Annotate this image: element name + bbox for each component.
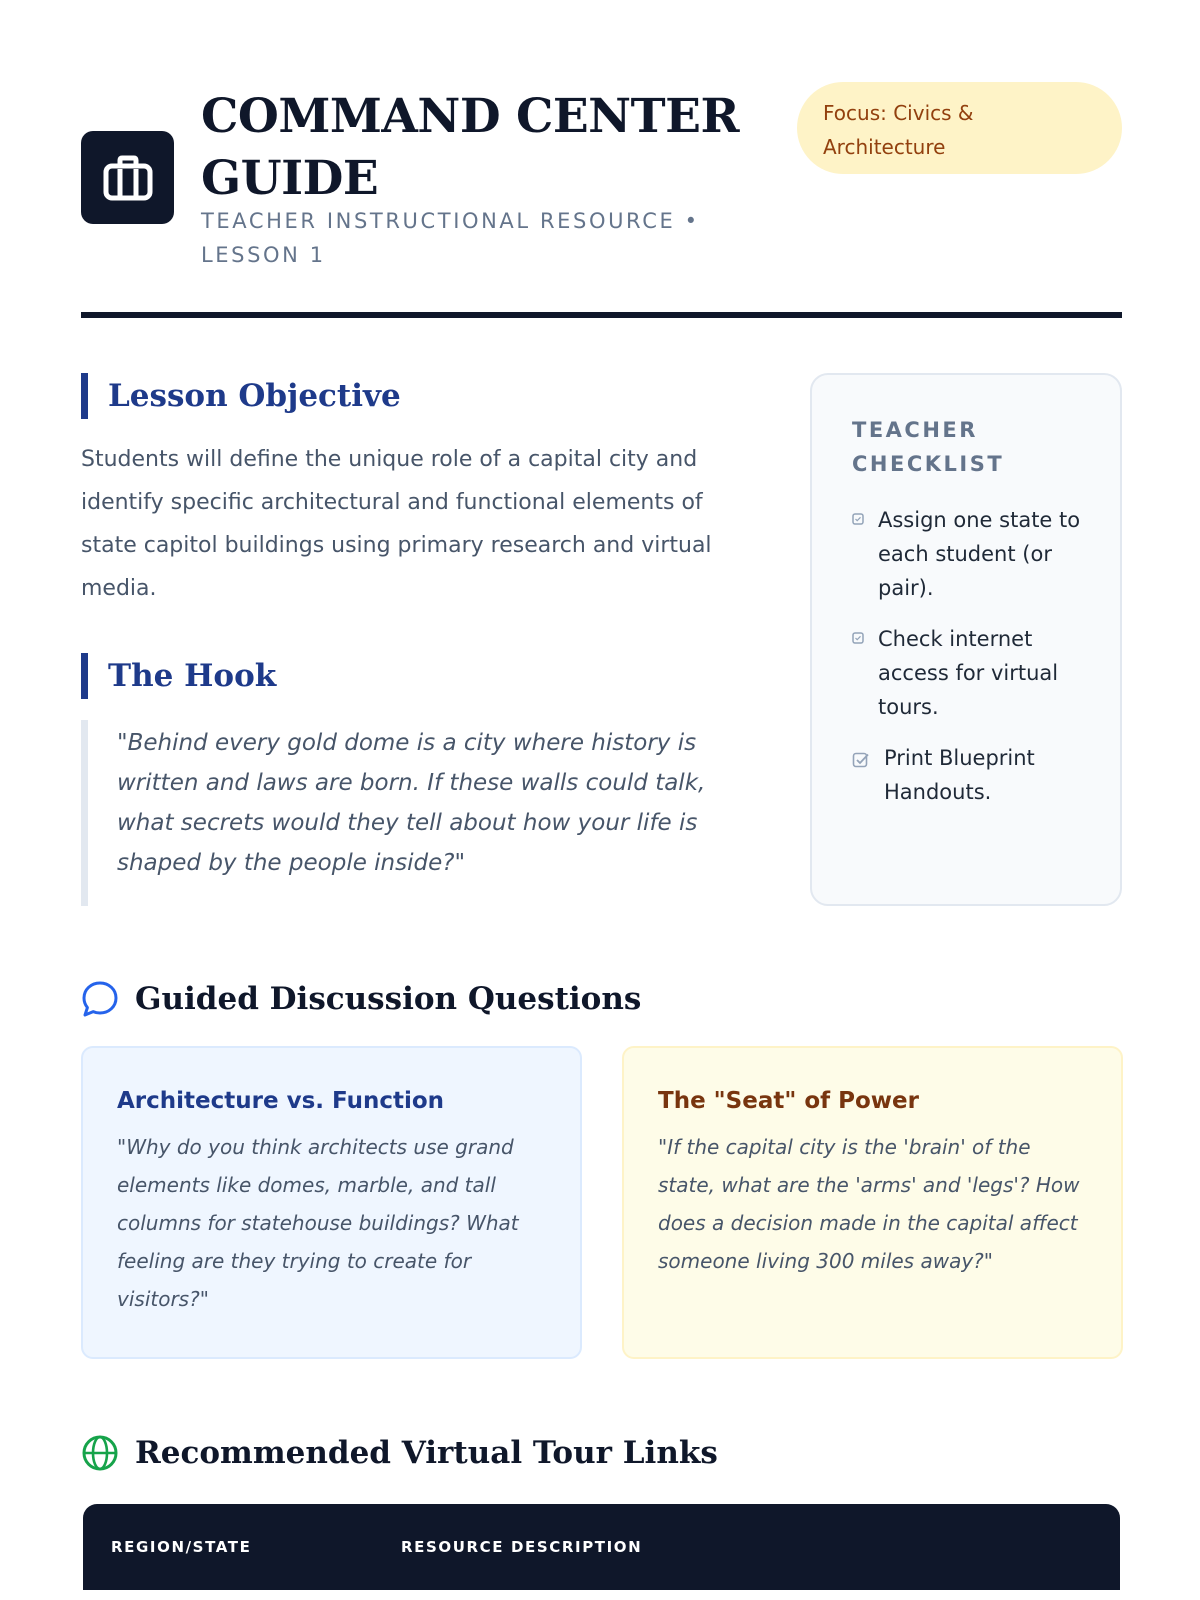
- table-body-edge: [83, 1590, 1120, 1600]
- briefcase-icon: [103, 155, 153, 201]
- page-title: COMMAND CENTER GUIDE: [201, 89, 739, 206]
- question-card-title: The "Seat" of Power: [658, 1088, 919, 1114]
- logo-badge: [81, 131, 174, 224]
- checklist-item-label: Assign one state to each student (or pair).: [878, 508, 1081, 600]
- checklist-item[interactable]: [852, 622, 1090, 724]
- question-card: [81, 1046, 582, 1359]
- discussion-heading-text: Guided Discussion Questions: [135, 981, 642, 1017]
- objective-heading: Lesson Objective: [81, 373, 401, 419]
- checklist-item[interactable]: [852, 741, 1090, 809]
- checklist-item-label: Check internet access for virtual tours.: [878, 627, 1059, 719]
- checked-checkbox-icon[interactable]: [852, 751, 870, 769]
- speech-bubble-icon: [81, 980, 119, 1018]
- checklist-title: TEACHER CHECKLIST: [852, 418, 1005, 476]
- question-card: [622, 1046, 1123, 1359]
- column-header-description: RESOURCE DESCRIPTION: [401, 1538, 643, 1556]
- question-card-text: "Why do you think architects use grand elements like domes, marble, and tall columns for statehouse buildings? What feeling are they trying to create for visitors?": [117, 1135, 519, 1311]
- tours-heading-text: Recommended Virtual Tour Links: [135, 1435, 718, 1471]
- header: [81, 82, 1121, 322]
- question-card-text: "If the capital city is the 'brain' of the state, what are the 'arms' and 'legs'? How does a decision made in the capital affect someone living 300 miles away?": [658, 1135, 1080, 1273]
- checkbox-icon[interactable]: [852, 513, 864, 525]
- tours-table-header: [83, 1504, 1120, 1600]
- objective-text: Students will define the unique role of a capital city and identify specific architectural and functional elements of state capitol buildings using primary research and virtual media.: [81, 447, 712, 601]
- discussion-heading: [81, 976, 641, 1022]
- column-header-region: REGION/STATE: [111, 1538, 252, 1556]
- hook-heading: The Hook: [81, 653, 276, 699]
- question-card-title: Architecture vs. Function: [117, 1088, 445, 1114]
- checklist-item-label: Print Blueprint Handouts.: [884, 746, 1035, 804]
- teacher-checklist: [810, 373, 1122, 906]
- globe-icon: [81, 1434, 119, 1472]
- checklist-item[interactable]: [852, 503, 1090, 605]
- hook-quote: "Behind every gold dome is a city where history is written and laws are born. If these walls could talk, what secrets would they tell about how your life is shaped by the people inside?": [81, 720, 761, 906]
- page-subtitle: TEACHER INSTRUCTIONAL RESOURCE • LESSON 1: [201, 209, 700, 267]
- tours-heading: [81, 1430, 718, 1476]
- checkbox-icon[interactable]: [852, 632, 864, 644]
- focus-badge: Focus: Civics & Architecture: [797, 82, 1122, 174]
- header-divider: [81, 312, 1122, 318]
